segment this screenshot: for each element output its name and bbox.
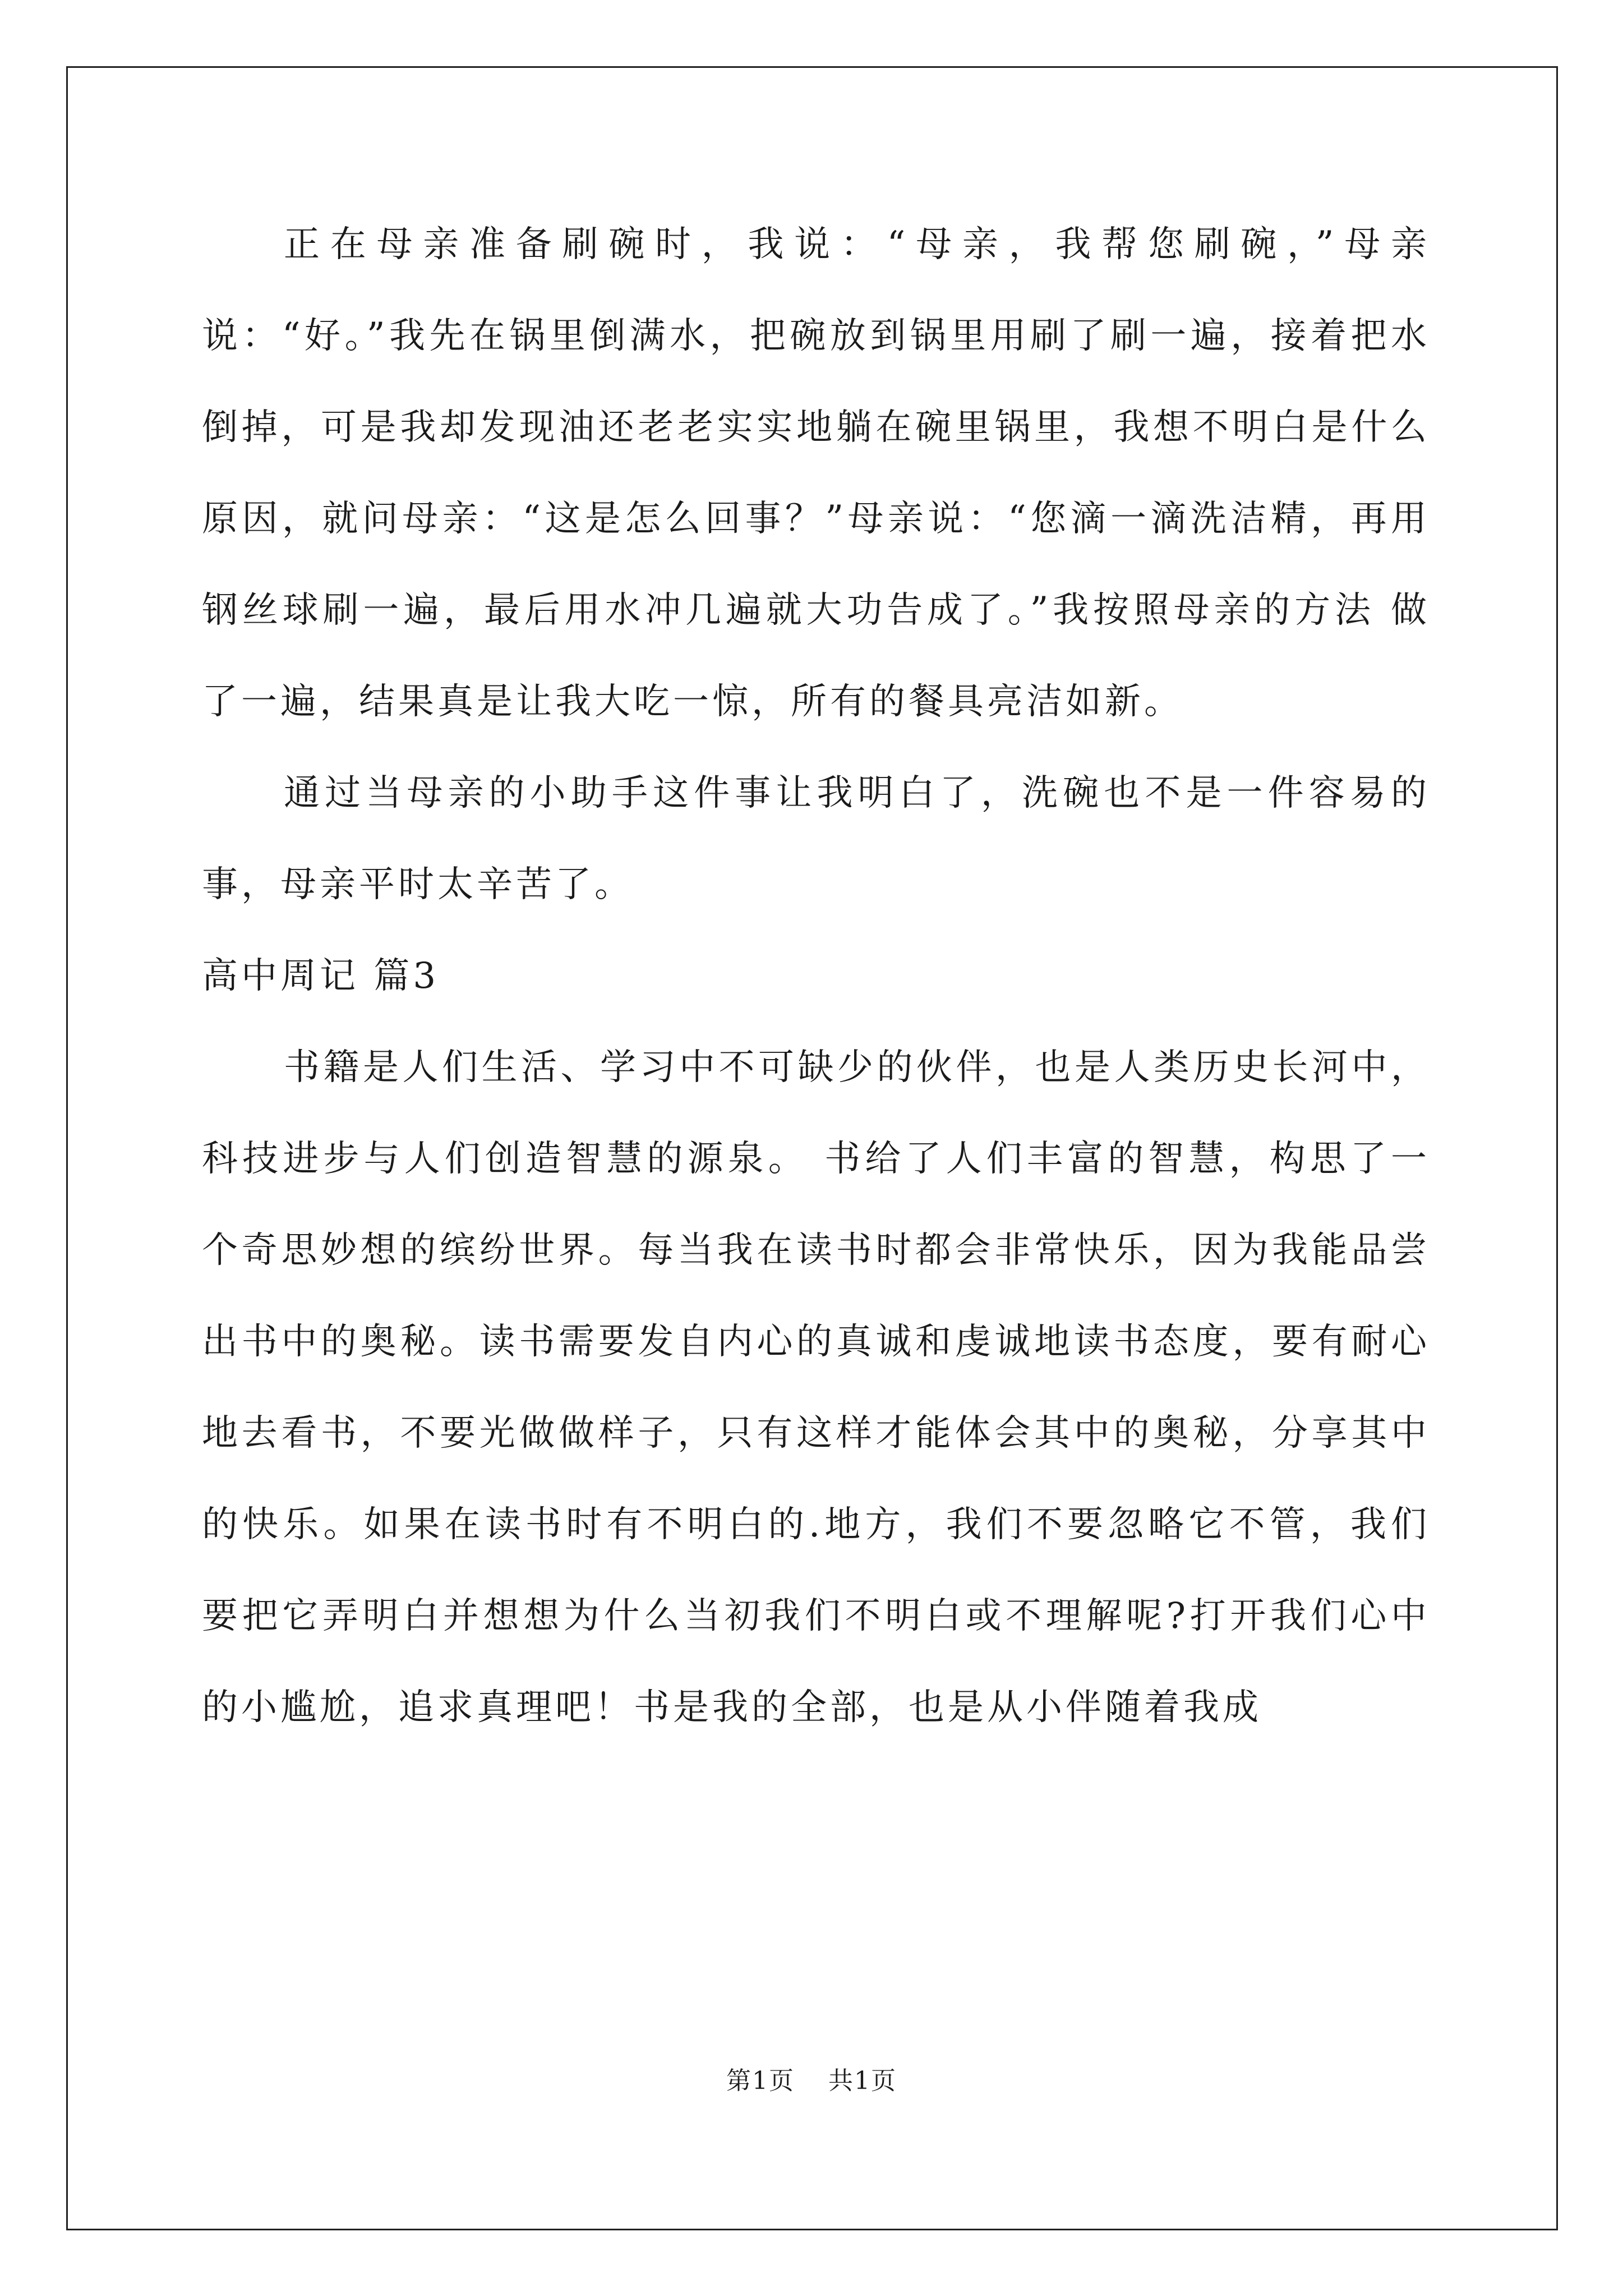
document-body <box>202 199 1430 1754</box>
paragraph-reflection: 通过当母亲的小助手这件事让我明白了，洗碗也不是一件容易的事，母亲平时太辛苦了。 <box>202 772 1430 905</box>
page-number-total: 共1页 <box>828 2067 897 2095</box>
section-title: 高中周记 篇3 <box>202 955 440 997</box>
page-number-current: 第1页 <box>726 2067 795 2095</box>
page-footer <box>0 2064 1623 2098</box>
paragraph-dishwashing: 正在母亲准备刷碗时，我说：“母亲，我帮您刷碗，”母亲说：“好。”我先在锅里倒满水，把碗放到锅里用刷了刷一遍，接着把水倒掉，可是我却发现油还老老实实地躺在碗里锅里，我想不明白是什么原因，就问母亲：“这是怎么回事？”母亲说：“您滴一滴洗洁精，再用钢丝球刷一遍，最后用水冲几遍就大功告成了。”我按照母亲的方法 做了一遍，结果真是让我大吃一惊，所有的餐具亮洁如新。 <box>202 224 1430 723</box>
paragraph-books: 书籍是人们生活、学习中不可缺少的伙伴，也是人类历史长河中，科技进步与人们创造智慧的源泉。 书给了人们丰富的智慧，构思了一个奇思妙想的缤纷世界。每当我在读书时都会非常快乐，因为我能品尝出书中的奥秘。读书需要发自内心的真诚和虔诚地读书态度，要有耐心地去看书，不要光做做样子，只有这样才能体会其中的奥秘，分享其中的快乐。如果在读书时有不明白的.地方，我们不要忽略它不管，我们要把它弄明白并想想为什么当初我们不明白或不理解呢?打开我们心中的小尴尬，追求真理吧！书是我的全部，也是从小伴随着我成 <box>202 1047 1430 1728</box>
